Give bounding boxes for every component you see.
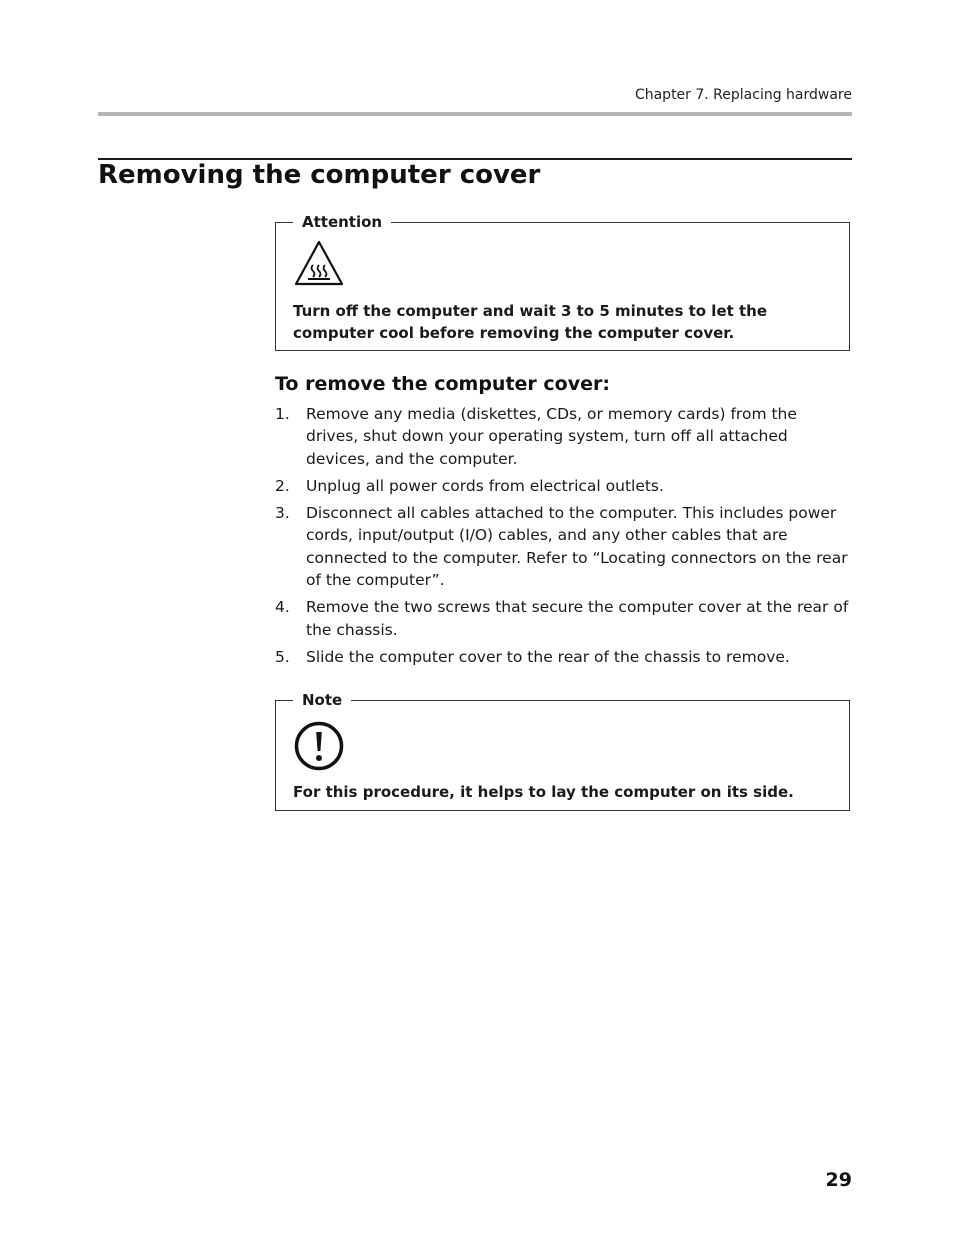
- note-text: For this procedure, it helps to lay the computer on its side.: [293, 783, 794, 801]
- page-number: 29: [825, 1169, 852, 1191]
- attention-label: Attention: [293, 212, 391, 232]
- step-number: 5.: [275, 647, 290, 666]
- step-text: Slide the computer cover to the rear of the chassis to remove.: [306, 647, 790, 666]
- attention-box: [275, 213, 850, 351]
- chapter-header: Chapter 7. Replacing hardware: [634, 87, 852, 103]
- step-number: 2.: [275, 476, 290, 495]
- list-item: [275, 403, 853, 470]
- hot-surface-warning-icon: [293, 239, 345, 291]
- list-item: [275, 502, 853, 591]
- list-item: [275, 646, 853, 668]
- step-number: 1.: [275, 405, 290, 423]
- step-text: Disconnect all cables attached to the computer. This includes power cords, input/output (I/O) cables, and any other cables that are connected to the computer. Refer to “Locating connectors on the rear of the computer”.: [306, 504, 848, 590]
- step-text: Unplug all power cords from electrical outlets.: [306, 476, 664, 495]
- step-text: Remove any media (diskettes, CDs, or memory cards) from the drives, shut down your operating system, turn off all attached devices, and the computer.: [306, 405, 797, 468]
- note-box: [275, 691, 850, 811]
- attention-text: Turn off the computer and wait 3 to 5 minutes to let the computer cool before removing the computer cover.: [293, 302, 768, 342]
- list-item: [275, 475, 853, 497]
- exclamation-circle-icon: [293, 720, 345, 776]
- note-label: Note: [293, 690, 351, 710]
- list-item: [275, 596, 853, 641]
- step-number: 3.: [275, 504, 290, 523]
- page-title: Removing the computer cover: [98, 160, 541, 190]
- step-number: 4.: [275, 598, 290, 617]
- header-divider: [98, 112, 852, 116]
- step-text: Remove the two screws that secure the computer cover at the rear of the chassis.: [306, 598, 849, 639]
- procedure-heading: To remove the computer cover:: [275, 373, 610, 395]
- procedure-steps: [275, 403, 853, 673]
